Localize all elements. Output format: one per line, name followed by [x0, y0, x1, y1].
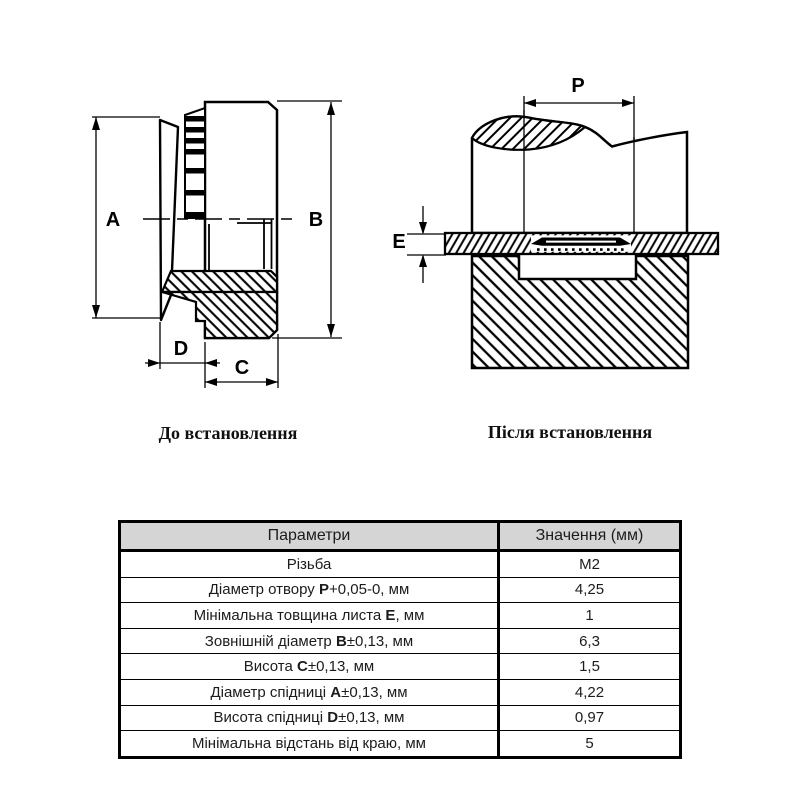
col-header-parameters: Параметри	[120, 522, 499, 551]
sheet	[445, 233, 718, 254]
dimension-e	[392, 206, 427, 283]
col-header-value: Значення (мм)	[499, 522, 681, 551]
before-figure	[92, 101, 342, 388]
value-cell: М2	[499, 551, 681, 578]
value-cell: 6,3	[499, 628, 681, 654]
table-row	[120, 577, 681, 603]
nut-section-upper	[162, 271, 277, 292]
dimension-label-d: D	[173, 338, 189, 360]
dimension-b	[309, 102, 335, 337]
param-cell: Мінімальна товщина листа Е, мм	[120, 603, 499, 629]
param-cell: Висота спідниці D±0,13, мм	[120, 705, 499, 731]
dimension-p	[524, 75, 634, 107]
die-block	[472, 256, 688, 368]
spec-header-row	[120, 522, 681, 551]
table-row	[120, 628, 681, 654]
value-cell: 4,25	[499, 577, 681, 603]
spec-table	[118, 520, 682, 759]
dimension-d	[145, 338, 220, 367]
param-cell: Висота С±0,13, мм	[120, 654, 499, 680]
after-figure	[392, 75, 718, 368]
value-cell: 5	[499, 731, 681, 758]
param-cell: Мінімальна відстань від краю, мм	[120, 731, 499, 758]
value-cell: 4,22	[499, 679, 681, 705]
param-cell: Діаметр спідниці А±0,13, мм	[120, 679, 499, 705]
table-row	[120, 551, 681, 578]
value-cell: 1,5	[499, 654, 681, 680]
table-row	[120, 679, 681, 705]
caption-before-installation: До встановлення	[158, 423, 298, 443]
nut-section-lower	[162, 292, 277, 338]
table-row	[120, 731, 681, 758]
dimension-label-e: E	[392, 231, 406, 253]
dimension-label-p: P	[571, 75, 585, 97]
value-cell: 1	[499, 603, 681, 629]
nut-knurl	[185, 108, 205, 218]
dimension-label-b: B	[308, 209, 324, 231]
dimension-label-a: A	[105, 209, 121, 231]
table-row	[120, 603, 681, 629]
dimension-a	[92, 117, 120, 318]
value-cell: 0,97	[499, 705, 681, 731]
table-row	[120, 654, 681, 680]
param-cell: Діаметр отвору Р+0,05-0, мм	[120, 577, 499, 603]
param-cell: Різьба	[120, 551, 499, 578]
dimension-label-c: C	[234, 357, 250, 379]
param-cell: Зовнішній діаметр В±0,13, мм	[120, 628, 499, 654]
table-row	[120, 705, 681, 731]
caption-after-installation: Після встановлення	[487, 422, 653, 442]
